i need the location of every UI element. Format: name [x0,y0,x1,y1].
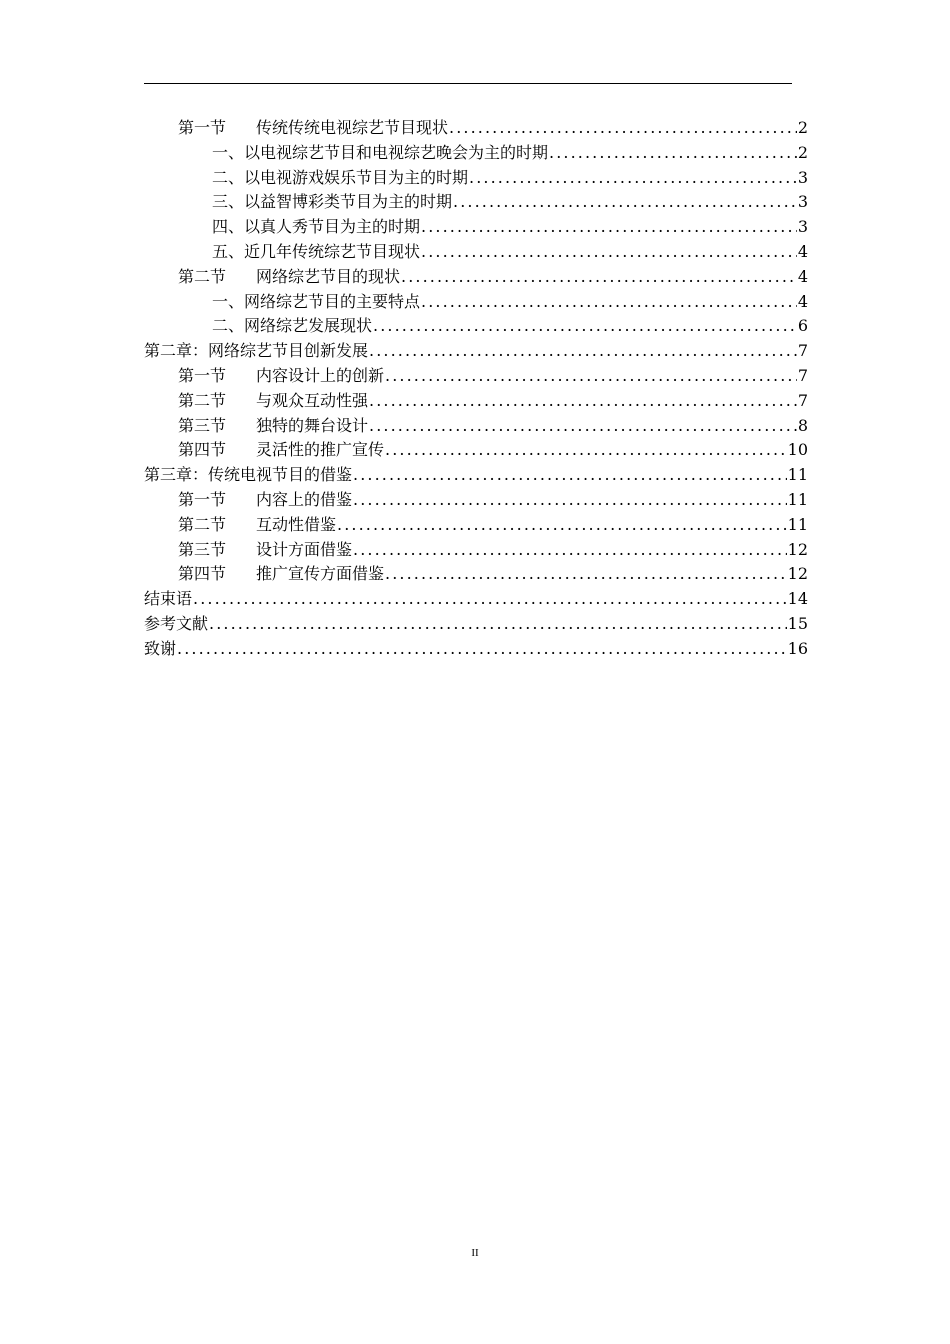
toc-entry[interactable] [144,488,808,513]
toc-entry-number: 第四节 [178,564,227,584]
toc-entry-page: 3 [797,167,808,187]
toc-entry[interactable] [144,389,808,414]
toc-dot-leader [385,438,787,463]
toc-entry-page: 14 [787,589,808,609]
toc-entry[interactable] [144,215,808,240]
toc-dot-leader [353,463,787,488]
toc-entry[interactable] [144,339,808,364]
toc-dot-leader [337,513,787,538]
header-rule [144,83,792,84]
toc-entry-title: 二、以电视游戏娱乐节目为主的时期 [212,167,469,187]
toc-entry-title: 参考文献 [144,613,209,633]
toc-entry[interactable] [144,290,808,315]
toc-entry-title: 五、近几年传统综艺节目现状 [212,241,421,261]
toc-entry-page: 7 [797,365,808,385]
toc-entry-title: 致谢 [144,638,177,658]
toc-entry-title: 与观众互动性强 [256,390,369,410]
toc-dot-leader [177,637,787,662]
toc-entry[interactable] [144,538,808,563]
toc-entry[interactable] [144,463,808,488]
toc-dot-leader [385,562,787,587]
toc-entry-page: 11 [787,489,808,509]
toc-entry-title: 一、网络综艺节目的主要特点 [212,291,421,311]
toc-entry-number: 第一节 [178,118,227,137]
toc-dot-leader [421,215,797,240]
toc-entry-title: 传统传统电视综艺节目现状 [256,118,449,137]
toc-entry-page: 7 [797,390,808,410]
toc-entry-page: 2 [797,142,808,162]
toc-entry-page: 3 [797,192,808,212]
toc-entry[interactable] [144,513,808,538]
toc-entry-page: 11 [787,465,808,485]
toc-entry-title: 内容上的借鉴 [256,489,353,509]
toc-dot-leader [369,414,797,439]
toc-entry-title: 内容设计上的创新 [256,365,385,385]
toc-entry-title: 独特的舞台设计 [256,415,369,435]
toc-entry[interactable] [144,141,808,166]
toc-entry[interactable] [144,414,808,439]
toc-entry-page: 15 [787,613,808,633]
toc-entry-title: 网络综艺节目的现状 [256,266,401,286]
toc-entry-page: 4 [797,266,808,286]
toc-dot-leader [449,116,797,141]
toc-dot-leader [373,314,797,339]
toc-entry-page: 2 [797,118,808,137]
toc-dot-leader [469,166,797,191]
toc-dot-leader [193,587,787,612]
toc-entry-title: 二、网络综艺发展现状 [212,316,373,336]
toc-entry-title: 一、以电视综艺节目和电视综艺晚会为主的时期 [212,142,549,162]
toc-entry[interactable] [144,364,808,389]
toc-dot-leader [421,240,797,265]
toc-entry-title: 推广宣传方面借鉴 [256,564,385,584]
toc-entry-number: 第一节 [178,489,227,509]
toc-entry-page: 6 [797,316,808,336]
toc-entry[interactable] [144,116,808,141]
toc-dot-leader [369,389,797,414]
toc-entry-number: 第二节 [178,514,227,534]
toc-entry-number: 第三节 [178,415,227,435]
toc-entry-number: 第二节 [178,390,227,410]
toc-dot-leader [385,364,797,389]
toc-entry-number: 第三节 [178,539,227,559]
toc-entry-page: 4 [797,291,808,311]
toc-entry[interactable] [144,587,808,612]
toc-entry-number: 第二节 [178,266,227,286]
toc-entry[interactable] [144,438,808,463]
toc-entry-title: 结束语 [144,589,193,609]
toc-entry-page: 11 [787,514,808,534]
toc-entry-page: 12 [787,539,808,559]
toc-entry-page: 4 [797,241,808,261]
toc-dot-leader [453,190,797,215]
toc-entry-page: 12 [787,564,808,584]
table-of-contents [144,116,808,662]
page-number: II [471,1247,479,1259]
toc-dot-leader [209,612,787,637]
toc-entry-title: 设计方面借鉴 [256,539,353,559]
toc-entry-title: 互动性借鉴 [256,514,337,534]
toc-entry-page: 8 [797,415,808,435]
toc-entry[interactable] [144,265,808,290]
toc-entry[interactable] [144,612,808,637]
toc-entry-title: 三、以益智博彩类节目为主的时期 [212,192,453,212]
toc-entry-page: 7 [797,341,808,361]
toc-dot-leader [353,538,787,563]
toc-entry-page: 10 [787,440,808,460]
toc-entry-number: 第四节 [178,440,227,460]
toc-dot-leader [421,290,797,315]
toc-dot-leader [369,339,797,364]
toc-entry-page: 3 [797,217,808,237]
toc-entry[interactable] [144,190,808,215]
toc-entry[interactable] [144,314,808,339]
toc-entry[interactable] [144,562,808,587]
toc-dot-leader [401,265,797,290]
toc-entry-number: 第一节 [178,365,227,385]
toc-entry-title: 第三章：传统电视节目的借鉴 [144,465,353,485]
toc-entry-title: 第二章：网络综艺节目创新发展 [144,341,369,361]
toc-dot-leader [549,141,797,166]
toc-entry-title: 四、以真人秀节目为主的时期 [212,217,421,237]
toc-entry-page: 16 [787,638,808,658]
toc-entry[interactable] [144,637,808,662]
toc-entry[interactable] [144,166,808,191]
toc-dot-leader [353,488,787,513]
toc-entry-title: 灵活性的推广宣传 [256,440,385,460]
toc-entry[interactable] [144,240,808,265]
